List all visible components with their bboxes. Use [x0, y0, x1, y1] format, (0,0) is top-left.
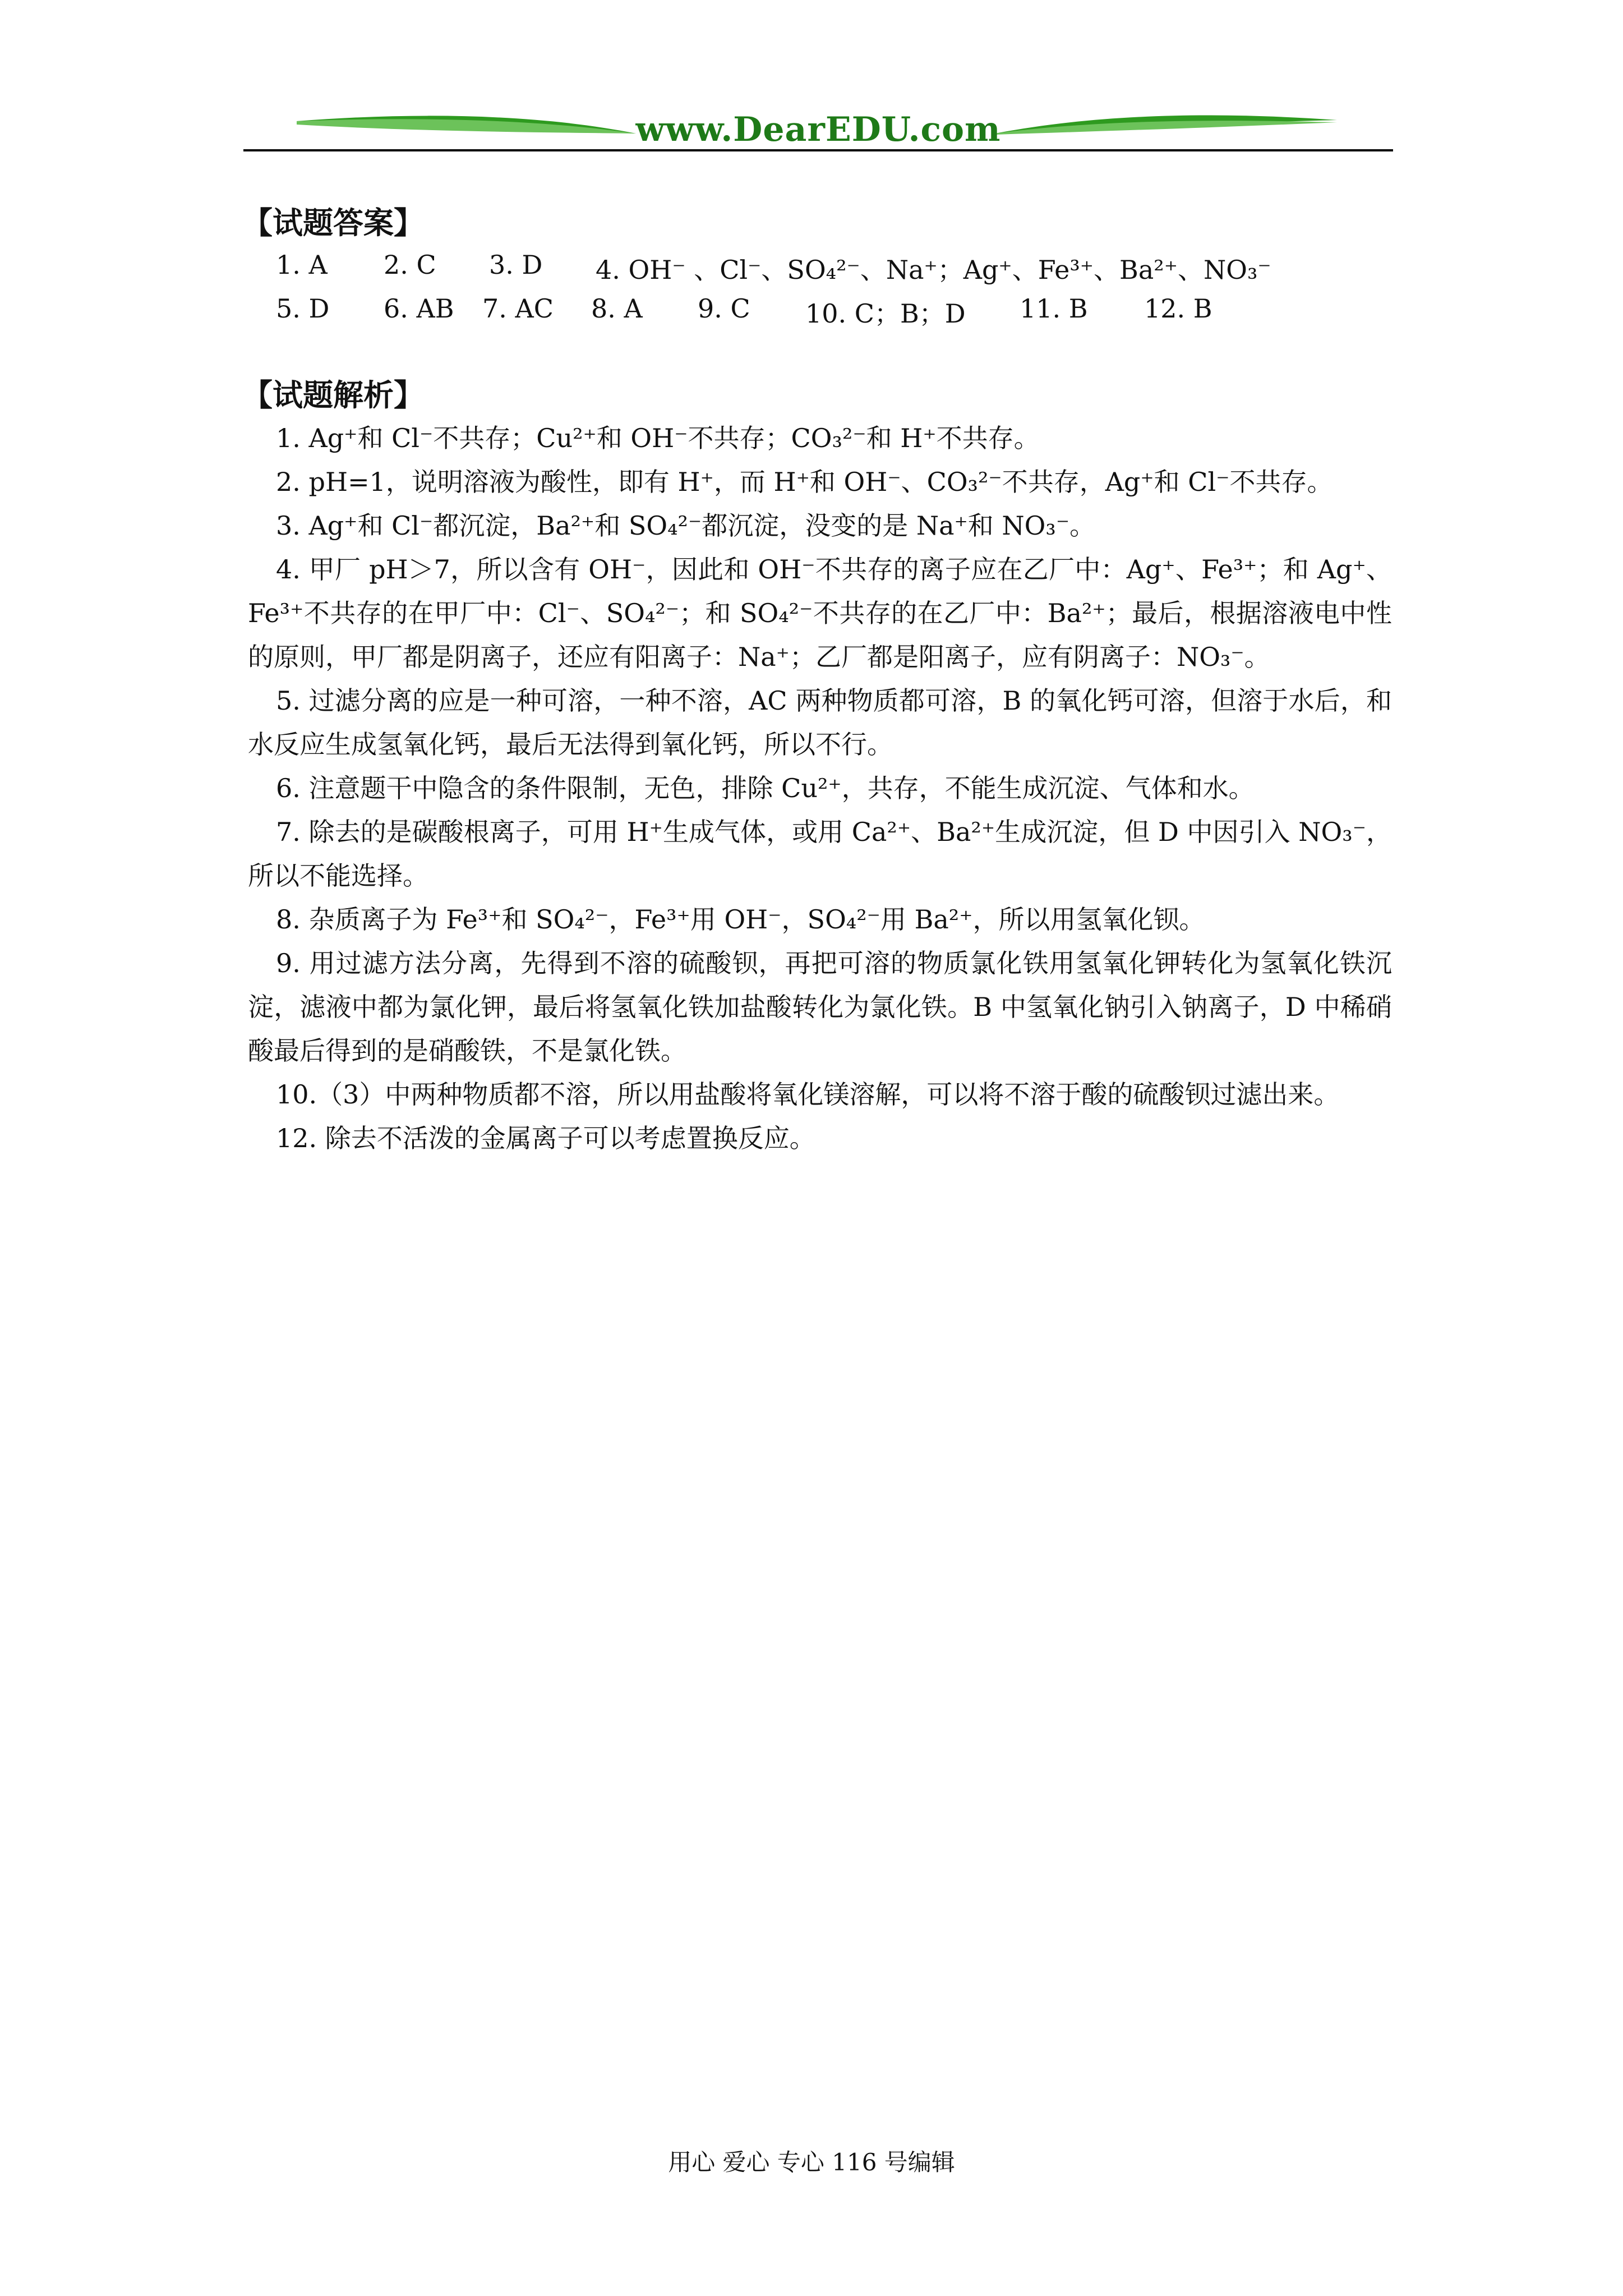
- analysis-item-1: 1. Ag⁺和 Cl⁻不共存；Cu²⁺和 OH⁻不共存；CO₃²⁻和 H⁺不共存。: [276, 423, 1040, 453]
- analysis-item-10: 10.（3）中两种物质都不溶，所以用盐酸将氧化镁溶解，可以将不溶于酸的硫酸钡过滤出来。: [276, 1079, 1340, 1110]
- answer-10: 10. C；B；D: [805, 298, 966, 329]
- analysis-item-12: 12. 除去不活泼的金属离子可以考虑置换反应。: [276, 1123, 815, 1153]
- answer-1: 1. A: [276, 250, 328, 280]
- analysis-item-5: 5. 过滤分离的应是一种可溶，一种不溶，AC 两种物质都可溶，B 的氧化钙可溶，但溶于水后，和水反应生成氢氧化钙，最后无法得到氧化钙，所以不行。: [248, 685, 1392, 760]
- header-divider: [243, 149, 1393, 151]
- answer-5: 5. D: [276, 293, 330, 324]
- answers-title: 【试题答案】: [242, 205, 424, 241]
- answer-6: 6. AB: [384, 293, 454, 324]
- answer-3: 3. D: [489, 250, 543, 280]
- analysis-title: 【试题解析】: [242, 377, 424, 413]
- analysis-item-8: 8. 杂质离子为 Fe³⁺和 SO₄²⁻，Fe³⁺用 OH⁻，SO₄²⁻用 Ba²⁺，所以用氢氧化钡。: [276, 904, 1205, 935]
- analysis-item-6: 6. 注意题干中隐含的条件限制，无色，排除 Cu²⁺，共存，不能生成沉淀、气体和水。: [276, 773, 1255, 803]
- analysis-item-4: 4. 甲厂 pH＞7，所以含有 OH⁻，因此和 OH⁻不共存的离子应在乙厂中：Ag⁺、Fe³⁺；和 Ag⁺、Fe³⁺不共存的在甲厂中：Cl⁻、SO₄²⁻；和 SO₄²⁻不共存的在乙厂中：Ba²⁺；最后，根据溶液电中性的原则，甲厂都是阴离子，还应有阳离子：Na⁺；乙厂都是阳离子，应有阴离子：NO₃⁻。: [248, 554, 1392, 672]
- page-footer: 用心 爱心 专心 116 号编辑: [668, 2148, 955, 2176]
- analysis-item-3: 3. Ag⁺和 Cl⁻都沉淀，Ba²⁺和 SO₄²⁻都沉淀，没变的是 Na⁺和 NO₃⁻。: [276, 510, 1096, 541]
- analysis-body: [248, 416, 1392, 1160]
- answer-2: 2. C: [384, 250, 436, 280]
- answer-12: 12. B: [1144, 293, 1212, 324]
- answer-4: 4. OH⁻ 、Cl⁻、SO₄²⁻、Na⁺；Ag⁺、Fe³⁺、Ba²⁺、NO₃⁻: [596, 255, 1271, 285]
- site-logo-text: www.DearEDU.com: [635, 110, 1001, 149]
- analysis-item-9: 9. 用过滤方法分离，先得到不溶的硫酸钡，再把可溶的物质氯化铁用氢氧化钾转化为氢氧化铁沉淀，滤液中都为氯化钾，最后将氢氧化铁加盐酸转化为氯化铁。B 中氢氧化钠引入钠离子，D 中稀硝酸最后得到的是硝酸铁，不是氯化铁。: [248, 948, 1392, 1066]
- answer-7: 7. AC: [482, 293, 554, 324]
- answer-11: 11. B: [1020, 293, 1088, 324]
- answer-9: 9. C: [698, 293, 750, 324]
- answer-8: 8. A: [591, 293, 643, 324]
- page-header: [243, 107, 1393, 157]
- analysis-item-2: 2. pH=1，说明溶液为酸性，即有 H⁺，而 H⁺和 OH⁻、CO₃²⁻不共存，Ag⁺和 Cl⁻不共存。: [276, 467, 1333, 497]
- analysis-item-7: 7. 除去的是碳酸根离子，可用 H⁺生成气体，或用 Ca²⁺、Ba²⁺生成沉淀，但 D 中因引入 NO₃⁻，所以不能选择。: [248, 817, 1392, 891]
